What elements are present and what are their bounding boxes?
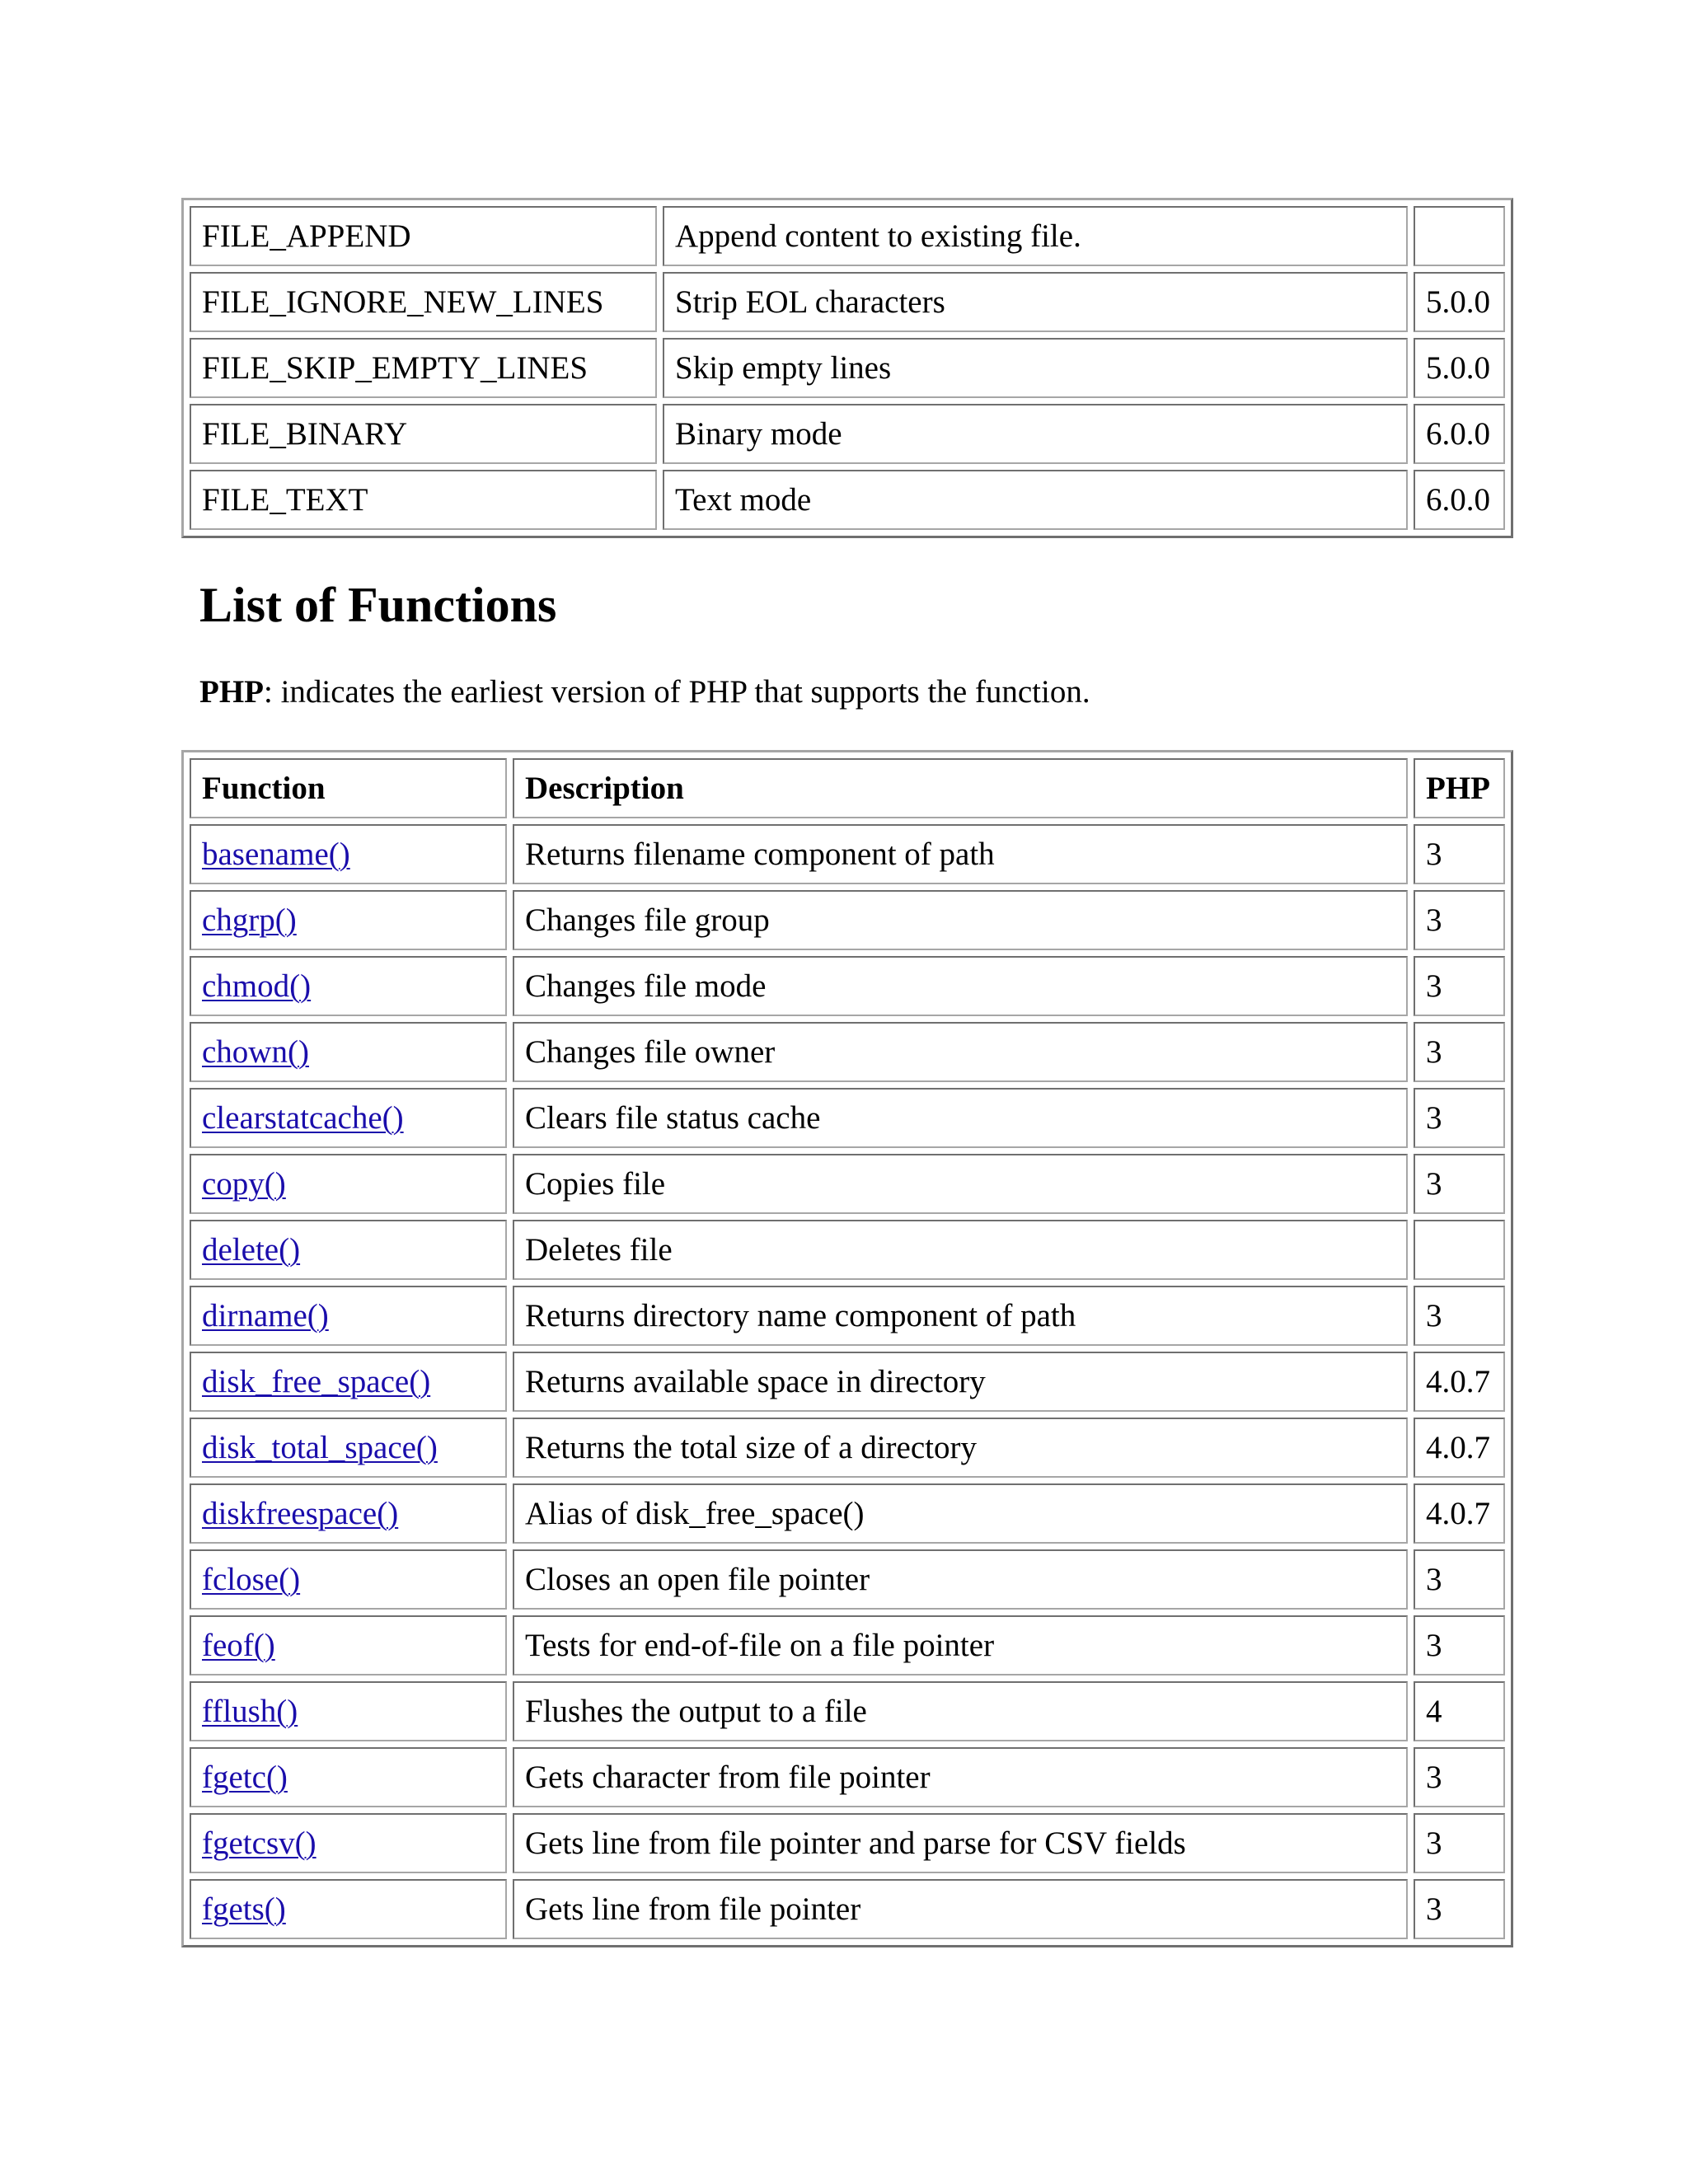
legend-term: PHP [199, 674, 264, 710]
function-link[interactable]: dirname() [202, 1298, 329, 1333]
function-description: Returns available space in directory [513, 1352, 1408, 1412]
constant-version: 6.0.0 [1414, 470, 1505, 530]
constant-description: Text mode [663, 470, 1408, 530]
function-row [190, 1813, 1505, 1873]
function-php-version: 4.0.7 [1414, 1352, 1505, 1412]
function-row [190, 1022, 1505, 1082]
header-php: PHP [1414, 758, 1505, 818]
function-php-version: 3 [1414, 1813, 1505, 1873]
function-description: Tests for end-of-file on a file pointer [513, 1615, 1408, 1675]
header-description: Description [513, 758, 1408, 818]
function-description: Gets line from file pointer and parse for CSV fields [513, 1813, 1408, 1873]
function-row [190, 1615, 1505, 1675]
function-row [190, 890, 1505, 950]
function-row [190, 1154, 1505, 1214]
function-php-version: 4 [1414, 1681, 1505, 1741]
function-link[interactable]: disk_total_space() [202, 1430, 438, 1465]
function-cell [190, 890, 507, 950]
function-description: Returns directory name component of path [513, 1286, 1408, 1346]
constant-version: 5.0.0 [1414, 338, 1505, 398]
constant-row [190, 404, 1505, 464]
function-row [190, 1088, 1505, 1148]
legend-text: : indicates the earliest version of PHP that supports the function. [263, 674, 1090, 710]
function-link[interactable]: diskfreespace() [202, 1496, 399, 1531]
constant-description: Skip empty lines [663, 338, 1408, 398]
function-cell [190, 1615, 507, 1675]
function-row [190, 1747, 1505, 1807]
constant-row [190, 272, 1505, 332]
function-row [190, 824, 1505, 884]
header-row [190, 758, 1505, 818]
constant-version: 6.0.0 [1414, 404, 1505, 464]
function-description: Clears file status cache [513, 1088, 1408, 1148]
function-cell [190, 1747, 507, 1807]
function-row [190, 1879, 1505, 1939]
function-row [190, 1549, 1505, 1610]
function-cell [190, 1483, 507, 1544]
function-php-version: 3 [1414, 956, 1505, 1016]
function-php-version: 4.0.7 [1414, 1483, 1505, 1544]
function-row [190, 1418, 1505, 1478]
function-description: Closes an open file pointer [513, 1549, 1408, 1610]
function-php-version: 3 [1414, 1286, 1505, 1346]
function-php-version: 3 [1414, 1154, 1505, 1214]
function-row [190, 1352, 1505, 1412]
function-cell [190, 1418, 507, 1478]
function-description: Returns filename component of path [513, 824, 1408, 884]
function-description: Copies file [513, 1154, 1408, 1214]
function-php-version: 3 [1414, 1615, 1505, 1675]
constant-name: FILE_SKIP_EMPTY_LINES [190, 338, 657, 398]
function-php-version: 3 [1414, 1879, 1505, 1939]
function-php-version: 3 [1414, 1088, 1505, 1148]
constants-table-body [190, 206, 1505, 530]
constant-row [190, 338, 1505, 398]
function-description: Changes file owner [513, 1022, 1408, 1082]
function-php-version: 3 [1414, 1549, 1505, 1610]
function-link[interactable]: fclose() [202, 1562, 301, 1597]
function-link[interactable]: copy() [202, 1166, 286, 1202]
function-php-version: 3 [1414, 890, 1505, 950]
function-php-version: 4.0.7 [1414, 1418, 1505, 1478]
function-link[interactable]: chgrp() [202, 902, 297, 938]
function-php-version: 3 [1414, 1022, 1505, 1082]
functions-table [181, 750, 1513, 1947]
function-cell [190, 1022, 507, 1082]
function-cell [190, 1352, 507, 1412]
function-link[interactable]: fgetcsv() [202, 1825, 316, 1861]
constant-name: FILE_BINARY [190, 404, 657, 464]
constant-name: FILE_TEXT [190, 470, 657, 530]
function-link[interactable]: disk_free_space() [202, 1364, 431, 1399]
constant-version [1414, 206, 1505, 266]
function-cell [190, 1088, 507, 1148]
function-link[interactable]: chmod() [202, 968, 312, 1004]
function-cell [190, 1154, 507, 1214]
function-description: Gets line from file pointer [513, 1879, 1408, 1939]
php-legend [199, 673, 1090, 711]
constant-description: Binary mode [663, 404, 1408, 464]
function-php-version: 3 [1414, 1747, 1505, 1807]
function-cell [190, 1286, 507, 1346]
function-description: Changes file mode [513, 956, 1408, 1016]
function-description: Alias of disk_free_space() [513, 1483, 1408, 1544]
constant-description: Append content to existing file. [663, 206, 1408, 266]
function-description: Flushes the output to a file [513, 1681, 1408, 1741]
functions-table-header [190, 758, 1505, 818]
function-row [190, 1681, 1505, 1741]
header-function: Function [190, 758, 507, 818]
function-link[interactable]: fgetc() [202, 1760, 288, 1795]
functions-table-body [190, 824, 1505, 1939]
function-row [190, 1286, 1505, 1346]
function-description: Deletes file [513, 1220, 1408, 1280]
function-row [190, 956, 1505, 1016]
function-link[interactable]: fflush() [202, 1694, 298, 1729]
constant-name: FILE_APPEND [190, 206, 657, 266]
constants-table [181, 198, 1513, 538]
function-row [190, 1483, 1505, 1544]
function-cell [190, 1813, 507, 1873]
function-php-version: 3 [1414, 824, 1505, 884]
constant-version: 5.0.0 [1414, 272, 1505, 332]
function-link[interactable]: basename() [202, 837, 350, 872]
function-cell [190, 1549, 507, 1610]
section-title: List of Functions [199, 578, 557, 632]
constant-row [190, 206, 1505, 266]
function-cell [190, 824, 507, 884]
constant-description: Strip EOL characters [663, 272, 1408, 332]
function-link[interactable]: clearstatcache() [202, 1100, 404, 1136]
function-cell [190, 1220, 507, 1280]
constant-row [190, 470, 1505, 530]
function-description: Gets character from file pointer [513, 1747, 1408, 1807]
function-link[interactable]: delete() [202, 1232, 301, 1268]
function-php-version [1414, 1220, 1505, 1280]
function-link[interactable]: feof() [202, 1628, 275, 1663]
constant-name: FILE_IGNORE_NEW_LINES [190, 272, 657, 332]
function-cell [190, 1681, 507, 1741]
function-cell [190, 956, 507, 1016]
function-link[interactable]: fgets() [202, 1891, 286, 1927]
function-description: Changes file group [513, 890, 1408, 950]
function-row [190, 1220, 1505, 1280]
function-cell [190, 1879, 507, 1939]
function-description: Returns the total size of a directory [513, 1418, 1408, 1478]
function-link[interactable]: chown() [202, 1034, 309, 1070]
